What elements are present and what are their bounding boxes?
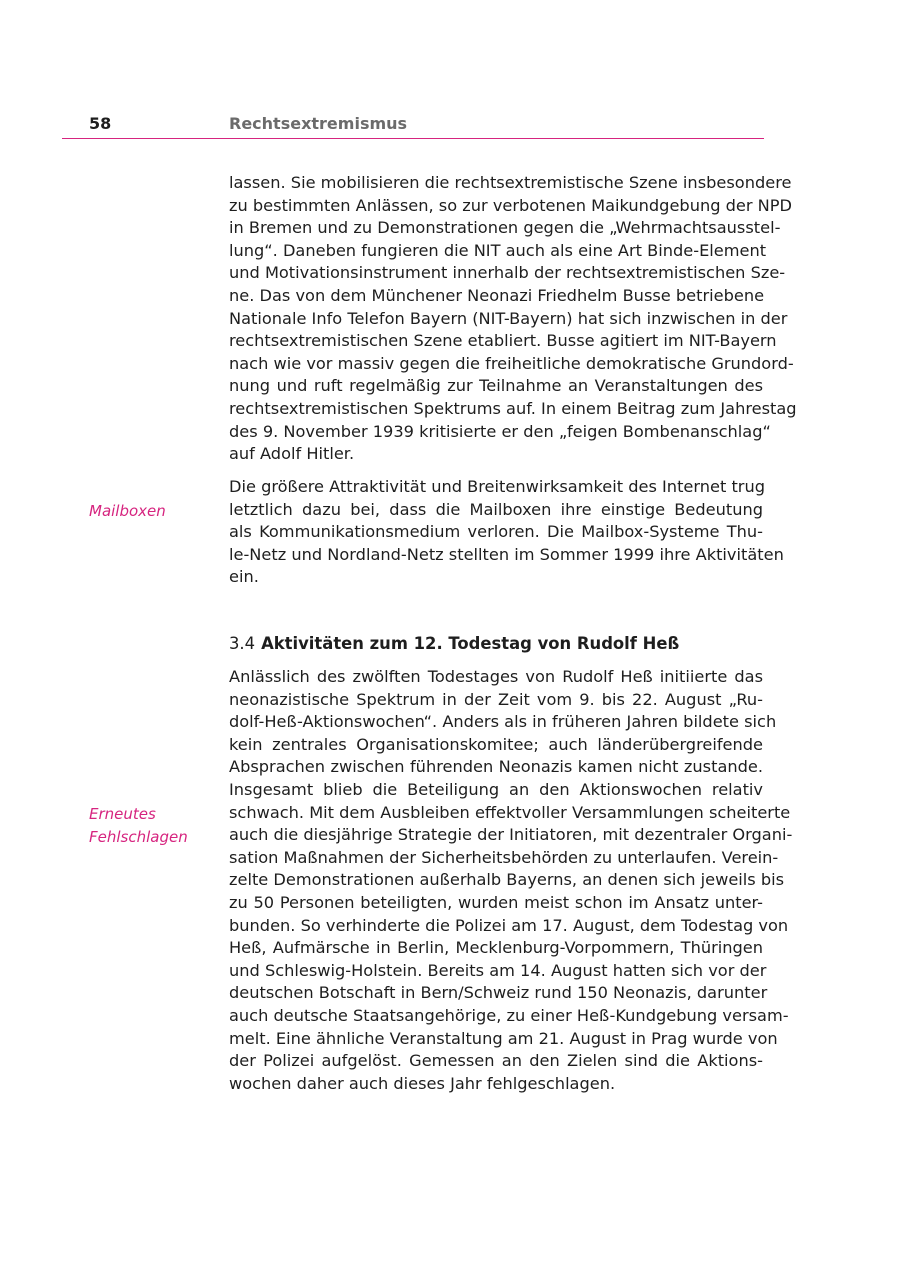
text-line: deutschen Botschaft in Bern/Schweiz rund 150 Neonazis, darunter [229, 983, 768, 1003]
text-line: auf Adolf Hitler. [229, 444, 355, 464]
text-line: zu bestimmten Anlässen, so zur verbotenen Maikundgebung der NPD [229, 195, 793, 215]
margin-note-line: Fehlschlagen [89, 827, 188, 846]
margin-note-line: Erneutes [89, 805, 156, 823]
text-line: lassen. Sie mobilisieren die rechtsextremistische Szene insbesondere [229, 173, 792, 192]
text-line: auch die diesjährige Strategie der Initiatoren, mit dezentraler Organi- [229, 825, 793, 845]
text-line: rechtsextremistischen Spektrums auf. In einem Beitrag zum Jahrestag [229, 398, 797, 418]
paragraph-hess [229, 666, 793, 1095]
text-line: ne. Das von dem Münchener Neonazi Friedhelm Busse betriebene [229, 285, 765, 305]
paragraph-mailboxen [229, 476, 784, 589]
text-line: kein zentrales Organisationskomitee; auch länderübergreifende [229, 734, 763, 754]
text-line: und Motivationsinstrument innerhalb der rechtsextremistischen Sze- [229, 263, 786, 283]
text-line: letztlich dazu bei, dass die Mailboxen ihre einstige Bedeutung [229, 499, 763, 519]
text-line: ein. [229, 567, 259, 587]
text-line: rechtsextremistischen Szene etabliert. Busse agitiert im NIT-Bayern [229, 331, 777, 351]
text-line: Insgesamt blieb die Beteiligung an den Aktionswochen relativ [229, 779, 763, 799]
text-line: Anlässlich des zwölften Todestages von Rudolf Heß initiierte das [229, 667, 763, 686]
text-line: des 9. November 1939 kritisierte er den „feigen Bombenanschlag“ [229, 421, 771, 441]
text-line: sation Maßnahmen der Sicherheitsbehörden zu unterlaufen. Verein- [229, 847, 779, 867]
text-line: neonazistische Spektrum in der Zeit vom 9. bis 22. August „Ru- [229, 689, 763, 709]
text-line: Die größere Attraktivität und Breitenwirksamkeit des Internet trug [229, 477, 765, 496]
section-number: 3.4 [229, 634, 256, 653]
text-line: zelte Demonstrationen außerhalb Bayerns, an denen sich jeweils bis [229, 870, 785, 890]
text-line: auch deutsche Staatsangehörige, zu einer Heß-Kundgebung versam- [229, 1005, 789, 1025]
text-line: le-Netz und Nordland-Netz stellten im Sommer 1999 ihre Aktivitäten [229, 544, 784, 564]
text-line: zu 50 Personen beteiligten, wurden meist schon im Ansatz unter- [229, 892, 763, 912]
header-rule [62, 138, 764, 139]
text-line: der Polizei aufgelöst. Gemessen an den Zielen sind die Aktions- [229, 1051, 763, 1071]
text-line: Heß, Aufmärsche in Berlin, Mecklenburg-Vorpommern, Thüringen [229, 938, 763, 958]
paragraph-nit [229, 172, 797, 466]
page-number: 58 [89, 114, 112, 133]
text-line: schwach. Mit dem Ausbleiben effektvoller Versammlungen scheiterte [229, 802, 791, 822]
text-line: nung und ruft regelmäßig zur Teilnahme an Veranstaltungen des [229, 376, 763, 396]
text-line: in Bremen und zu Demonstrationen gegen die „Wehrmachtsausstel- [229, 218, 781, 238]
margin-note-erneutes-fehlschlagen [89, 803, 188, 848]
section-heading [229, 634, 679, 653]
margin-note-mailboxen: Mailboxen [89, 502, 166, 520]
text-line: bunden. So verhinderte die Polizei am 17. August, dem Todestag von [229, 915, 789, 935]
text-line: dolf-Heß-Aktionswochen“. Anders als in früheren Jahren bildete sich [229, 712, 777, 732]
text-line: und Schleswig-Holstein. Bereits am 14. August hatten sich vor der [229, 960, 767, 980]
text-line: wochen daher auch dieses Jahr fehlgeschlagen. [229, 1073, 616, 1093]
text-line: lung“. Daneben fungieren die NIT auch als eine Art Binde-Element [229, 240, 767, 260]
text-line: Absprachen zwischen führenden Neonazis kamen nicht zustande. [229, 757, 763, 777]
running-title: Rechtsextremismus [229, 114, 408, 133]
text-line: melt. Eine ähnliche Veranstaltung am 21. August in Prag wurde von [229, 1028, 778, 1048]
text-line: Nationale Info Telefon Bayern (NIT-Bayern) hat sich inzwischen in der [229, 308, 788, 328]
section-title: Aktivitäten zum 12. Todestag von Rudolf Heß [261, 634, 680, 653]
text-line: als Kommunikationsmedium verloren. Die Mailbox-Systeme Thu- [229, 522, 763, 542]
text-line: nach wie vor massiv gegen die freiheitliche demokratische Grundord- [229, 353, 794, 373]
